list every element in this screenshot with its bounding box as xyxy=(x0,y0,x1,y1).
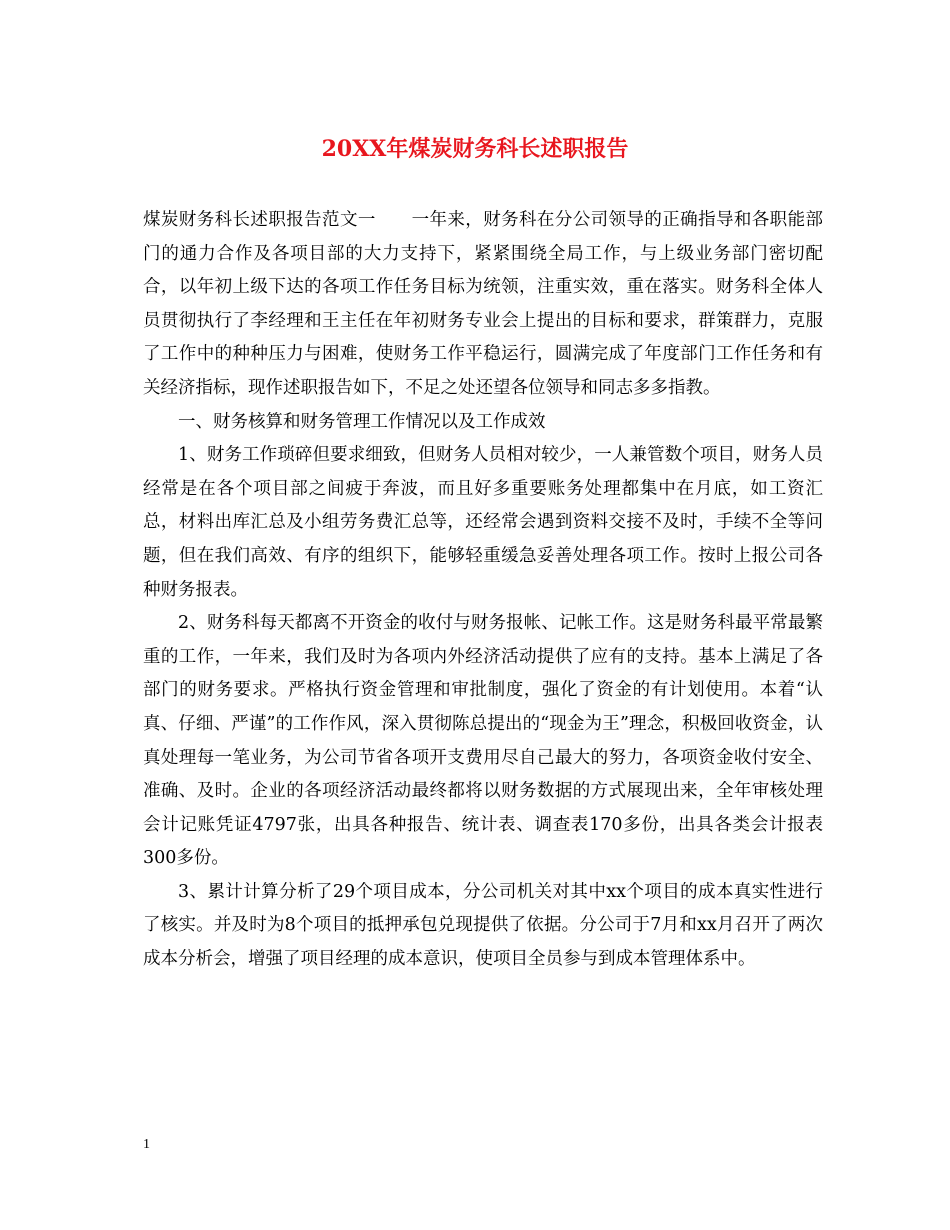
document-title: 20XX年煤炭财务科长述职报告 xyxy=(321,136,629,162)
paragraph-item-3: 3、累计计算分析了29个项目成本，分公司机关对其中xx个项目的成本真实性进行了核实。并及时为8个项目的抵押承包兑现提供了依据。分公司于7月和xx月召开了两次成本分析会，增强了项目经理的成本意识，使项目全员参与到成本管理体系中。 xyxy=(143,881,823,970)
document-body xyxy=(143,204,823,977)
paragraph-item-1: 1、财务工作琐碎但要求细致，但财务人员相对较少，一人兼管数个项目，财务人员经常是在各个项目部之间疲于奔波，而且好多重要账务处理都集中在月底，如工资汇总，材料出库汇总及小组劳务费汇总等，还经常会遇到资料交接不及时，手续不全等问题，但在我们高效、有序的组织下，能够轻重缓急妥善处理各项工作。按时上报公司各种财务报表。 xyxy=(143,445,823,600)
section-heading-1: 一、财务核算和财务管理工作情况以及工作成效 xyxy=(178,411,546,432)
paragraph-intro: 煤炭财务科长述职报告范文一 一年来，财务科在分公司领导的正确指导和各职能部门的通力合作及各项目部的大力支持下，紧紧围绕全局工作，与上级业务部门密切配合，以年初上级下达的各项工作任务目标为统领，注重实效，重在落实。财务科全体人员贯彻执行了李经理和王主任在年初财务专业会上提出的目标和要求，群策群力，克服了工作中的种种压力与困难，使财务工作平稳运行，圆满完成了年度部门工作任务和有关经济指标，现作述职报告如下，不足之处还望各位领导和同志多多指教。 xyxy=(143,210,823,398)
paragraph-item-2: 2、财务科每天都离不开资金的收付与财务报帐、记帐工作。这是财务科最平常最繁重的工作，一年来，我们及时为各项内外经济活动提供了应有的支持。基本上满足了各部门的财务要求。严格执行资金管理和审批制度，强化了资金的有计划使用。本着“认真、仔细、严谨”的工作作风，深入贯彻陈总提出的“现金为王”理念，积极回收资金，认真处理每一笔业务，为公司节省各项开支费用尽自己最大的努力，各项资金收付安全、准确、及时。企业的各项经济活动最终都将以财务数据的方式展现出来，全年审核处理会计记账凭证4797张，出具各种报告、统计表、调查表170多份，出具各类会计报表300多份。 xyxy=(143,613,823,869)
page-number: 1 xyxy=(143,1137,150,1152)
